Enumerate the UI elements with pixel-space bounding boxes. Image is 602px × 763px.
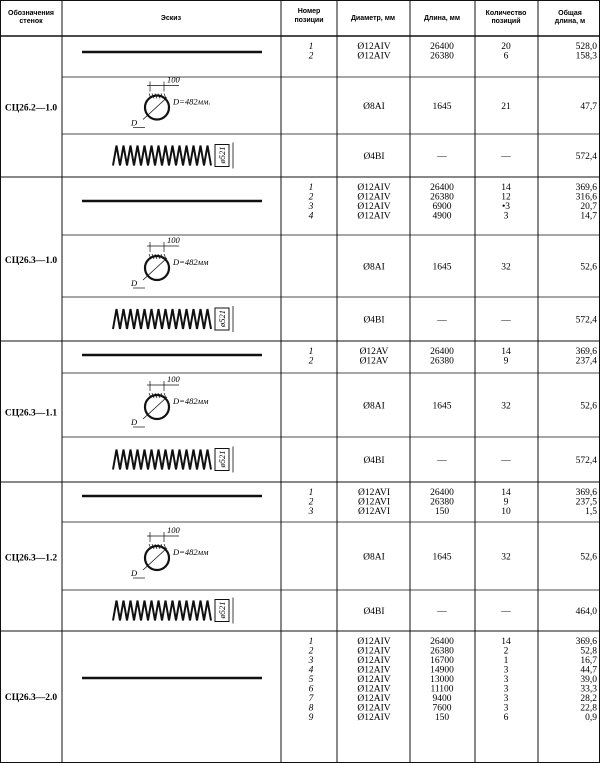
position-cell: 8: [308, 703, 314, 714]
total-length-cell: 158,3: [575, 51, 597, 62]
ring-bar-sketch: [130, 525, 209, 578]
position-cell: 1: [308, 488, 314, 498]
diameter-cell: Ø12AIV: [357, 675, 391, 685]
diameter-cell: Ø12AIV: [357, 192, 391, 203]
total-length-cell: 237,4: [575, 356, 597, 367]
total-length-cell: 369,6: [575, 488, 597, 498]
header-quantity-line2: позиций: [491, 18, 521, 25]
total-length-cell: 22,8: [580, 703, 597, 714]
quantity-cell: 3: [503, 694, 509, 704]
quantity-cell: —: [501, 456, 511, 466]
spiral-icon: [113, 146, 211, 166]
diameter-cell: Ø12AIV: [357, 703, 391, 714]
header-length: Длина, мм: [423, 15, 461, 22]
length-cell: 11100: [430, 684, 454, 695]
length-cell: 4900: [432, 211, 452, 222]
table-row: [130, 75, 597, 128]
position-cell: 2: [308, 646, 314, 657]
spiral-icon: [113, 450, 211, 470]
header-total-line1: Общая: [558, 10, 582, 17]
position-cell: 2: [308, 356, 314, 367]
length-cell: 16700: [430, 656, 454, 666]
quantity-cell: 3: [503, 684, 509, 695]
table-border: [1, 1, 600, 763]
quantity-cell: 10: [501, 507, 511, 517]
table-row: [113, 447, 597, 473]
length-cell: 26380: [430, 497, 454, 508]
diameter-cell: Ø8AI: [363, 552, 385, 563]
quantity-cell: 3: [503, 211, 509, 222]
position-cell: 3: [308, 656, 314, 666]
diameter-cell: Ø12AVI: [357, 488, 391, 498]
ring-d-label: D: [131, 278, 138, 288]
position-cell: 9: [308, 713, 314, 723]
total-length-cell: 369,6: [575, 347, 597, 357]
diameter-cell: Ø12AVI: [357, 497, 391, 508]
total-length-cell: 28,2: [580, 694, 597, 704]
position-cell: 5: [308, 675, 314, 685]
ring-diameter-label: D=482мм: [173, 257, 209, 267]
total-length-cell: 52,8: [580, 646, 597, 657]
ring-tick-label: 100: [167, 374, 180, 384]
table-header: [8, 8, 585, 25]
quantity-cell: 3: [503, 665, 509, 676]
header-position-line1: Номер: [297, 8, 321, 15]
header-sketch: Эскиз: [160, 15, 182, 22]
table-row-group: [5, 42, 597, 169]
position-cell: 7: [308, 694, 314, 704]
diameter-cell: Ø12AV: [359, 347, 389, 357]
ring-diameter-label: D=482мм.: [173, 96, 211, 107]
quantity-cell: 9: [503, 356, 509, 367]
length-cell: 6900: [432, 202, 452, 212]
position-cell: 1: [308, 347, 314, 357]
diameter-cell: Ø12AIV: [357, 202, 391, 212]
diameter-cell: Ø4BI: [363, 456, 385, 466]
position-cell: 2: [308, 51, 314, 62]
quantity-cell: 14: [501, 488, 511, 498]
table-body: [5, 42, 597, 723]
spiral-dimension-label: ø521: [217, 146, 227, 164]
position-cell: 6: [308, 684, 314, 695]
wall-designation: СЦ26.3—1.0: [4, 256, 58, 266]
position-cell: 1: [308, 42, 314, 52]
spiral-bar-sketch: [113, 447, 233, 473]
length-cell: —: [437, 456, 447, 466]
header-total-line2: длина, м: [554, 18, 586, 25]
ring-tick-label: 100: [167, 525, 180, 535]
header-diameter: Диаметр, мм: [350, 15, 396, 22]
length-cell: 26380: [430, 646, 454, 657]
total-length-cell: 528,0: [575, 42, 597, 52]
diameter-cell: Ø12AIV: [357, 183, 391, 193]
header-designation-line1: Обозначения: [8, 10, 54, 17]
diameter-cell: Ø12AIV: [357, 665, 391, 676]
spiral-dimension-label: ø521: [217, 450, 227, 468]
length-cell: 1645: [432, 102, 452, 112]
diameter-cell: Ø12AIV: [357, 211, 391, 222]
table-row: [82, 488, 597, 517]
length-cell: —: [437, 607, 447, 617]
position-cell: 1: [308, 183, 314, 193]
spiral-icon: [113, 309, 211, 329]
ring-bar-sketch: [130, 235, 209, 288]
ring-d-label: D: [131, 417, 138, 427]
length-cell: —: [437, 152, 447, 162]
table-row-group: [5, 347, 597, 473]
quantity-cell: 32: [501, 552, 511, 563]
ring-diameter-label: D=482мм: [173, 547, 209, 557]
diameter-cell: Ø12AVI: [357, 507, 391, 517]
spiral-bar-sketch: [113, 598, 233, 624]
total-length-cell: 47,7: [580, 102, 597, 112]
position-cell: 2: [308, 497, 314, 508]
diameter-cell: Ø8AI: [363, 401, 385, 412]
length-cell: 1645: [432, 262, 452, 273]
table-row-group: [5, 637, 597, 723]
diameter-cell: Ø4BI: [363, 607, 385, 617]
table-row: [130, 525, 597, 578]
table-row: [113, 143, 597, 169]
diameter-cell: Ø8AI: [363, 262, 385, 273]
quantity-cell: 6: [503, 51, 509, 62]
position-cell: 3: [308, 202, 314, 212]
spiral-dimension-label: ø521: [217, 310, 227, 327]
table-row: [82, 42, 597, 62]
length-cell: 26400: [430, 637, 454, 647]
ring-bar-sketch: [130, 75, 211, 128]
quantity-cell: •3: [501, 202, 511, 212]
length-cell: 9400: [432, 694, 452, 704]
total-length-cell: 14,7: [580, 211, 597, 222]
total-length-cell: 52,6: [580, 262, 597, 273]
diameter-cell: Ø12AIV: [357, 637, 391, 647]
total-length-cell: 16,7: [580, 656, 597, 666]
table-row-group: [5, 488, 597, 624]
total-length-cell: 52,6: [580, 401, 597, 412]
position-cell: 4: [308, 665, 314, 676]
total-length-cell: 0,9: [585, 713, 597, 723]
position-cell: 4: [308, 211, 314, 222]
quantity-cell: 6: [503, 713, 509, 723]
ring-tick-label: 100: [167, 235, 180, 245]
length-cell: 150: [434, 507, 450, 517]
total-length-cell: 464,0: [575, 607, 597, 617]
ring-d-label: D: [131, 568, 138, 578]
header-position-line2: позиции: [294, 17, 324, 24]
ring-tick-label: 100: [167, 74, 180, 85]
table-row: [130, 374, 597, 427]
position-cell: 3: [308, 507, 314, 517]
quantity-cell: 14: [501, 347, 511, 357]
table-row: [130, 235, 597, 288]
total-length-cell: 20,7: [580, 202, 597, 212]
table-row: [113, 598, 597, 624]
quantity-cell: —: [501, 315, 511, 326]
wall-designation: СЦ26.3—1.2: [4, 553, 58, 564]
wall-designation: СЦ26.3—2.0: [4, 693, 58, 703]
quantity-cell: —: [501, 152, 511, 162]
ring-diameter-label: D=482мм: [173, 396, 209, 406]
quantity-cell: 21: [501, 102, 511, 112]
quantity-cell: 32: [501, 401, 511, 412]
header-designation-line2: стенок: [19, 18, 43, 25]
diameter-cell: Ø12AIV: [357, 42, 391, 52]
total-length-cell: 369,6: [575, 183, 597, 193]
total-length-cell: 572,4: [575, 152, 597, 162]
length-cell: 14900: [430, 665, 454, 676]
total-length-cell: 572,4: [575, 315, 597, 326]
total-length-cell: 369,6: [575, 637, 597, 647]
header-quantity-line1: Количество: [485, 10, 527, 17]
quantity-cell: 3: [503, 703, 509, 714]
total-length-cell: 44,7: [580, 665, 597, 676]
ring-bar-sketch: [130, 374, 209, 427]
length-cell: 7600: [432, 703, 452, 714]
total-length-cell: 39,0: [580, 675, 597, 685]
quantity-cell: 12: [501, 192, 511, 203]
diameter-cell: Ø12AIV: [357, 694, 391, 704]
length-cell: 26400: [430, 488, 454, 498]
diameter-cell: Ø12AIV: [357, 51, 391, 62]
spiral-bar-sketch: [113, 306, 233, 332]
spiral-bar-sketch: [113, 143, 233, 169]
total-length-cell: 1,5: [585, 507, 597, 517]
spiral-dimension-label: ø521: [217, 601, 227, 619]
diameter-cell: Ø8AI: [363, 102, 385, 112]
diameter-cell: Ø12AV: [359, 356, 389, 367]
spiral-icon: [113, 601, 211, 621]
quantity-cell: 3: [503, 675, 509, 685]
diameter-cell: Ø12AIV: [357, 646, 391, 657]
table-row: [113, 306, 597, 332]
table-row: [82, 637, 597, 723]
quantity-cell: 1: [503, 656, 509, 666]
length-cell: 1645: [432, 552, 452, 563]
position-cell: 2: [308, 192, 314, 203]
quantity-cell: 2: [503, 646, 509, 657]
length-cell: 26380: [430, 356, 454, 367]
table-row: [82, 347, 597, 367]
length-cell: 26400: [430, 42, 454, 52]
length-cell: 26380: [430, 51, 454, 62]
quantity-cell: 14: [501, 183, 511, 193]
diameter-cell: Ø12AIV: [357, 684, 391, 695]
length-cell: 13000: [430, 675, 454, 685]
length-cell: 150: [434, 713, 450, 723]
total-length-cell: 33,3: [580, 684, 597, 695]
total-length-cell: 52,6: [580, 552, 597, 563]
diameter-cell: Ø4BI: [363, 315, 385, 326]
length-cell: 26380: [430, 192, 454, 203]
total-length-cell: 316,6: [575, 192, 597, 203]
position-cell: 1: [308, 637, 314, 647]
table-row-group: [5, 183, 597, 332]
ring-d-label: D: [131, 117, 138, 128]
length-cell: 26400: [430, 183, 454, 193]
quantity-cell: 32: [501, 262, 511, 273]
diameter-cell: Ø12AIV: [357, 656, 391, 666]
quantity-cell: 9: [503, 497, 509, 508]
quantity-cell: —: [501, 607, 511, 617]
total-length-cell: 237,5: [575, 497, 597, 508]
quantity-cell: 14: [501, 637, 511, 647]
length-cell: 26400: [430, 347, 454, 357]
wall-designation: СЦ26.3—1.1: [4, 408, 58, 419]
diameter-cell: Ø4BI: [363, 152, 385, 162]
total-length-cell: 572,4: [575, 456, 597, 466]
length-cell: —: [437, 315, 447, 326]
table-row: [82, 183, 597, 222]
length-cell: 1645: [432, 401, 452, 412]
wall-designation: СЦ2б.2—1.0: [4, 103, 58, 114]
diameter-cell: Ø12AIV: [357, 713, 391, 723]
quantity-cell: 20: [501, 42, 511, 52]
